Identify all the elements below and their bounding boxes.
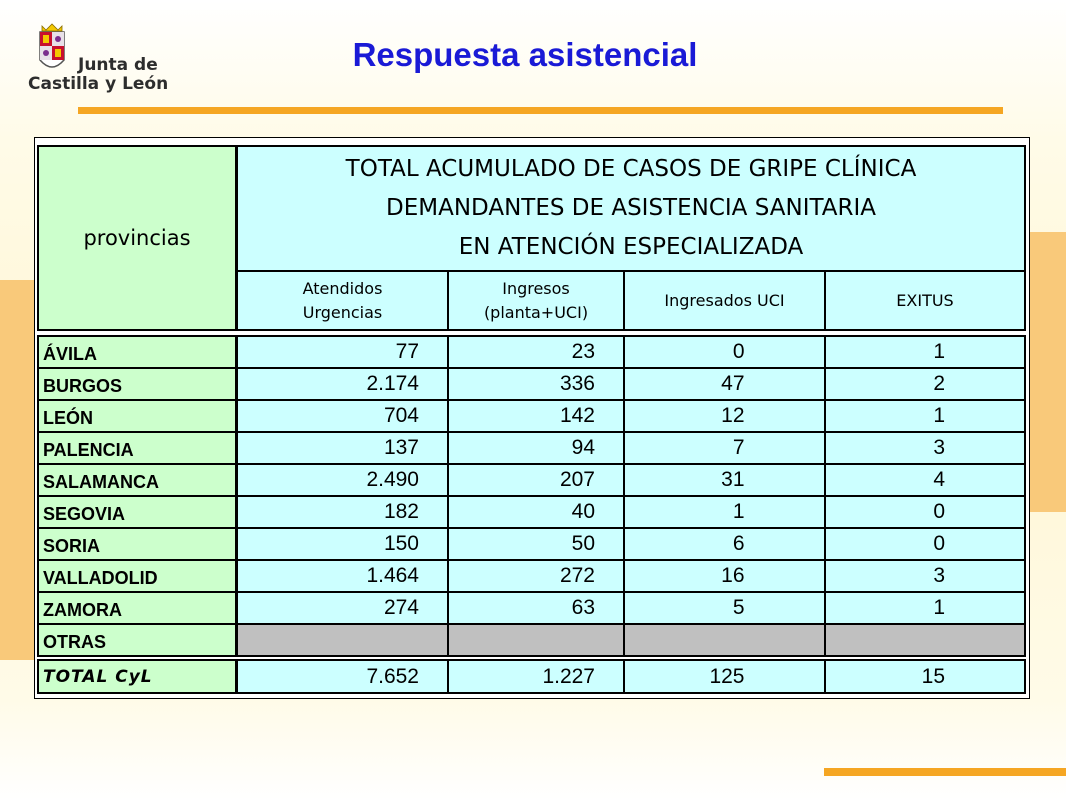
- total-uci-value: 125: [709, 664, 745, 688]
- table-cell-uci: [623, 559, 826, 593]
- table-cell-value: 1: [933, 596, 945, 619]
- table-cell-exitus: [824, 527, 1026, 561]
- total-urgencias: 7.652: [236, 659, 449, 694]
- table-cell-province: VALLADOLID: [37, 559, 237, 593]
- page-title: Respuesta asistencial: [352, 36, 698, 73]
- data-table: [34, 137, 1030, 699]
- total-uci: [623, 659, 826, 694]
- table-cell-value: 1: [933, 404, 945, 427]
- table-cell-exitus: [824, 559, 1026, 593]
- header-sub-line: EXITUS: [896, 290, 954, 310]
- table-cell-ingresos: 63: [447, 591, 625, 625]
- table-cell-urgencias: 2.490: [236, 463, 449, 497]
- table-cell-uci: [623, 335, 826, 369]
- table-cell-ingresos: 272: [447, 559, 625, 593]
- table-cell-urgencias: 182: [236, 495, 449, 529]
- table-cell-ingresos: 23: [447, 335, 625, 369]
- table-cell-uci: [623, 591, 826, 625]
- table-cell-province: ZAMORA: [37, 591, 237, 625]
- table-cell-uci: [623, 495, 826, 529]
- header-main-line2: DEMANDANTES DE ASISTENCIA SANITARIA: [386, 195, 876, 221]
- table-cell-province: PALENCIA: [37, 431, 237, 465]
- logo-line1: Junta de: [78, 55, 158, 75]
- header-provincias: provincias: [37, 145, 237, 331]
- header-sub-line: Ingresos: [502, 278, 570, 298]
- title-underline: [78, 107, 1003, 114]
- header-sub-line: Atendidos: [302, 278, 383, 298]
- table-cell-uci: [623, 399, 826, 433]
- header-ingresos: [447, 270, 625, 331]
- table-cell-exitus: [824, 463, 1026, 497]
- table-cell-ingresos: 336: [447, 367, 625, 401]
- table-cell-uci: [623, 367, 826, 401]
- header-sub-line: Urgencias: [302, 302, 383, 322]
- table-cell-uci: [623, 527, 826, 561]
- table-cell-value: 12: [721, 404, 745, 427]
- header-main: [236, 145, 1026, 272]
- header-sub-line: (planta+UCI): [483, 302, 589, 322]
- table-cell-value: 1: [732, 500, 745, 523]
- table-cell-ingresos: [447, 623, 625, 657]
- table-cell-value: 47: [721, 372, 745, 395]
- table-cell-value: 6: [732, 532, 745, 555]
- table-cell-province: LEÓN: [37, 399, 237, 433]
- table-cell-exitus: [824, 431, 1026, 465]
- table-cell-province: OTRAS: [37, 623, 237, 657]
- table-cell-ingresos: 94: [447, 431, 625, 465]
- logo-line2: Castilla y León: [28, 74, 169, 94]
- header-atendidos-urgencias: [236, 270, 449, 331]
- table-cell-urgencias: 274: [236, 591, 449, 625]
- table-cell-uci: [623, 623, 826, 657]
- decorative-side-bar-right: [1028, 232, 1066, 512]
- table-cell-value: 7: [732, 436, 745, 459]
- table-cell-value: 31: [721, 468, 745, 491]
- total-exitus-value: 15: [921, 664, 945, 688]
- table-cell-value: 5: [732, 596, 745, 619]
- table-cell-ingresos: 142: [447, 399, 625, 433]
- table-cell-urgencias: 2.174: [236, 367, 449, 401]
- table-cell-province: SEGOVIA: [37, 495, 237, 529]
- table-cell-exitus: [824, 399, 1026, 433]
- table-cell-uci: [623, 431, 826, 465]
- table-cell-urgencias: 704: [236, 399, 449, 433]
- table-cell-ingresos: 50: [447, 527, 625, 561]
- header-main-line1: TOTAL ACUMULADO DE CASOS DE GRIPE CLÍNICA: [345, 156, 917, 182]
- header-exitus: [824, 270, 1026, 331]
- total-province: TOTAL CyL: [37, 659, 237, 694]
- header-ingresados-uci: [623, 270, 826, 331]
- table-cell-value: 16: [721, 564, 745, 587]
- total-exitus: [824, 659, 1026, 694]
- table-cell-exitus: [824, 623, 1026, 657]
- table-cell-exitus: [824, 367, 1026, 401]
- table-cell-value: 0: [933, 500, 945, 523]
- table-cell-ingresos: 207: [447, 463, 625, 497]
- table-cell-urgencias: 77: [236, 335, 449, 369]
- table-cell-ingresos: 40: [447, 495, 625, 529]
- table-cell-province: SALAMANCA: [37, 463, 237, 497]
- table-cell-value: 3: [933, 436, 945, 459]
- table-cell-urgencias: [236, 623, 449, 657]
- table-cell-province: SORIA: [37, 527, 237, 561]
- table-cell-exitus: [824, 335, 1026, 369]
- table-cell-value: 3: [933, 564, 945, 587]
- table-cell-urgencias: 1.464: [236, 559, 449, 593]
- header-sub-line: Ingresados UCI: [664, 290, 785, 310]
- total-ingresos: 1.227: [447, 659, 625, 694]
- table-cell-province: ÁVILA: [37, 335, 237, 369]
- bottom-accent-rule: [824, 768, 1066, 776]
- table-cell-urgencias: 150: [236, 527, 449, 561]
- table-cell-value: 1: [933, 340, 945, 363]
- decorative-side-bar-left: [0, 280, 34, 660]
- header-main-line3: EN ATENCIÓN ESPECIALIZADA: [458, 234, 804, 260]
- table-cell-value: 4: [933, 468, 945, 491]
- table-cell-value: 2: [933, 372, 945, 395]
- table-cell-value: 0: [732, 340, 745, 363]
- table-cell-exitus: [824, 495, 1026, 529]
- table-cell-exitus: [824, 591, 1026, 625]
- table-cell-urgencias: 137: [236, 431, 449, 465]
- table-cell-value: 0: [933, 532, 945, 555]
- table-cell-province: BURGOS: [37, 367, 237, 401]
- table-cell-uci: [623, 463, 826, 497]
